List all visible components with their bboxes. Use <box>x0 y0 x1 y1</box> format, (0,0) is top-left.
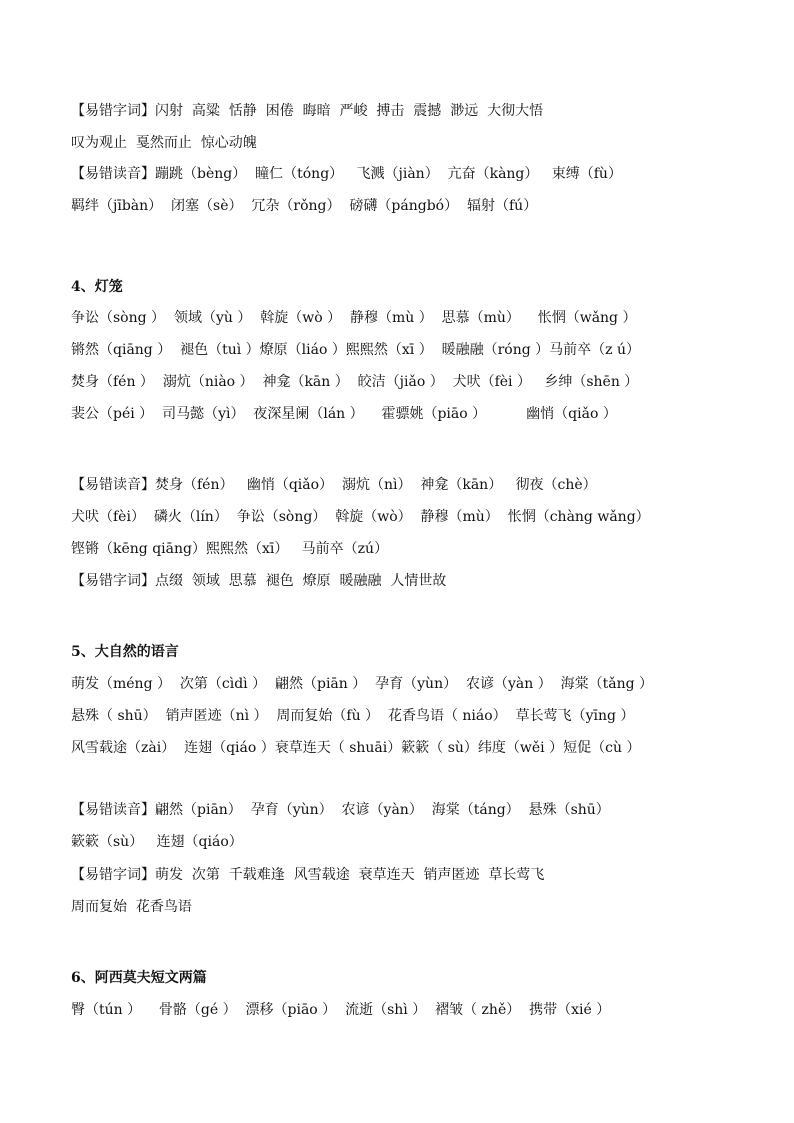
text-line: 【易错读音】蹦跳（bèng） 瞳仁（tóng） 飞溅（jiàn） 亢奋（kàng） 束缚（fù） <box>71 166 622 182</box>
text-line: 【易错字词】萌发 次第 千载难逢 风雪载途 衰草连天 销声匿迹 草长莺飞 <box>71 867 545 883</box>
text-line: 风雪载途（zài） 连翅（qiáo ）衰草连天（ shuāi）簌簌（ sù）纬度（wěi ）短促（cù ） <box>71 740 641 756</box>
section-heading: 6、阿西莫夫短文两篇 <box>71 970 207 986</box>
section-heading: 4、灯笼 <box>71 279 123 295</box>
text-line: 犬吠（fèi） 磷火（lín） 争讼（sòng） 斡旋（wò） 静穆（mù） 怅惘（chàng wǎng） <box>71 509 650 525</box>
text-line: 【易错读音】焚身（fén） 幽悄（qiǎo） 溺炕（nì） 神龛（kān） 彻夜（chè） <box>71 477 597 493</box>
text-line: 羁绊（jībàn） 闭塞（sè） 冗杂（rǒng） 磅礴（pángbó） 辐射（fú） <box>71 198 538 214</box>
text-line: 【易错字词】点缀 领域 思慕 褪色 燎原 暖融融 人情世故 <box>71 573 447 589</box>
section-heading: 5、大自然的语言 <box>71 644 179 660</box>
text-line: 萌发（méng ） 次第（cìdì ） 翩然（piān ） 孕育（yùn） 农谚（yàn ） 海棠（tǎng ） <box>71 676 654 692</box>
text-line: 焚身（fén ） 溺炕（niào ） 神龛（kān ） 皎洁（jiǎo ） 犬吠（fèi ） 乡绅（shēn ） <box>71 374 639 390</box>
text-line: 悬殊（ shū） 销声匿迹（nì ） 周而复始（fù ） 花香鸟语（ niáo） 草长莺飞（yīng ） <box>71 708 635 724</box>
text-line: 【易错读音】翩然（piān） 孕育（yùn） 农谚（yàn） 海棠（táng） 悬殊（shū） <box>71 802 610 818</box>
text-line: 【易错字词】闪射 高粱 恬静 困倦 晦暗 严峻 搏击 震撼 渺远 大彻大悟 <box>71 103 544 119</box>
text-line: 臀（tún ） 骨骼（gé ） 漂移（piāo ） 流逝（shì ） 褶皱（ zhě） 携带（xié ） <box>71 1002 611 1018</box>
text-line: 周而复始 花香鸟语 <box>71 899 192 915</box>
text-line: 锵然（qiāng ） 褪色（tuì ）燎原（liáo ）熙熙然（xī ） 暖融融（róng ）马前卒（z ú） <box>71 342 640 358</box>
text-line: 裴公（péi ） 司马懿（yì） 夜深星阑（lán ） 霍骠姚（piāo ） 幽悄（qiǎo ） <box>71 406 617 422</box>
text-line: 铿锵（kēng qiāng）熙熙然（xī） 马前卒（zú） <box>71 541 389 557</box>
text-line: 叹为观止 戛然而止 惊心动魄 <box>71 135 257 151</box>
text-line: 簌簌（sù） 连翅（qiáo） <box>71 834 243 850</box>
text-line: 争讼（sòng ） 领域（yù ） 斡旋（wò ） 静穆（mù ） 思慕（mù） 怅惘（wǎng ） <box>71 310 637 326</box>
